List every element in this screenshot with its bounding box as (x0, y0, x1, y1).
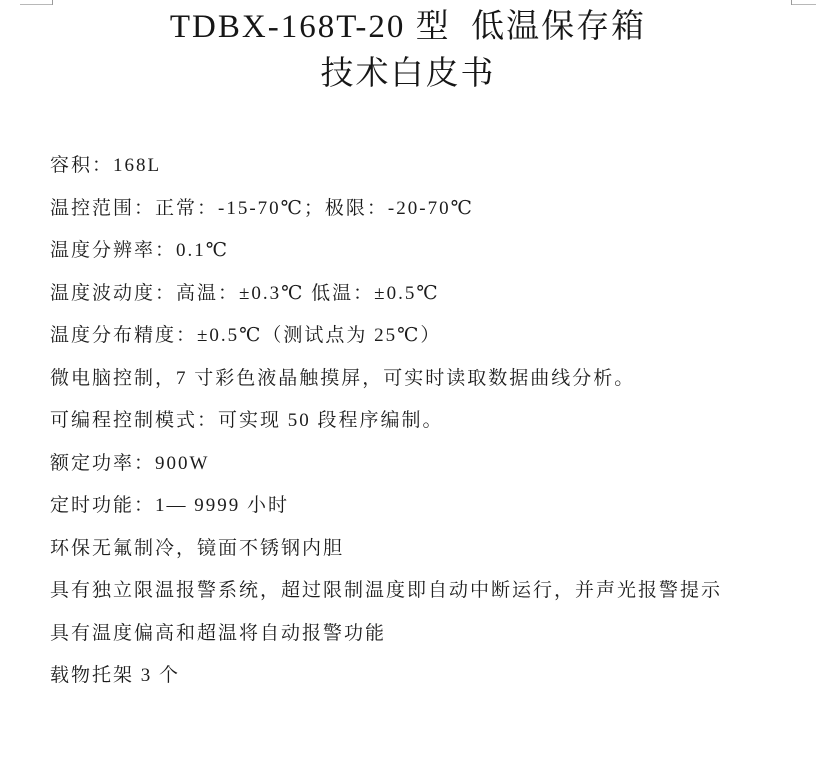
spec-line-capacity: 容积：168L (50, 155, 162, 176)
spec-line-refrigeration: 环保无氟制冷，镜面不锈钢内胆 (50, 537, 345, 559)
crop-mark-top-left-vertical (52, 0, 53, 5)
spec-line-temp-uniformity: 温度分布精度：±0.5℃（测试点为 25℃） (50, 325, 442, 346)
spec-list (50, 145, 776, 698)
crop-mark-top-right-vertical (791, 0, 792, 5)
spec-line-controller: 微电脑控制，7 寸彩色液晶触摸屏，可实时读取数据曲线分析。 (50, 367, 636, 389)
spec-line-program-mode: 可编程控制模式：可实现 50 段程序编制。 (50, 410, 444, 431)
spec-line-over-temp-alarm: 具有温度偏高和超温将自动报警功能 (50, 622, 387, 644)
spec-line-temp-fluctuation: 温度波动度：高温：±0.3℃ 低温：±0.5℃ (50, 282, 440, 304)
document-title-line1: TDBX-168T-20 型 低温保存箱 (169, 9, 647, 45)
document-title-line2: 技术白皮书 (320, 56, 496, 92)
crop-mark-top-left-horizontal (20, 4, 53, 5)
spec-line-limit-alarm: 具有独立限温报警系统，超过限制温度即自动中断运行，并声光报警提示 (50, 580, 723, 601)
document-title (0, 4, 816, 98)
spec-line-timer: 定时功能：1— 9999 小时 (50, 495, 290, 516)
spec-line-temp-range: 温控范围：正常：-15-70℃；极限：-20-70℃ (50, 197, 474, 219)
spec-line-temp-resolution: 温度分辨率：0.1℃ (50, 240, 230, 261)
spec-line-rated-power: 额定功率：900W (50, 452, 210, 474)
spec-line-shelves: 载物托架 3 个 (50, 665, 181, 686)
crop-mark-top-right-horizontal (791, 4, 816, 5)
